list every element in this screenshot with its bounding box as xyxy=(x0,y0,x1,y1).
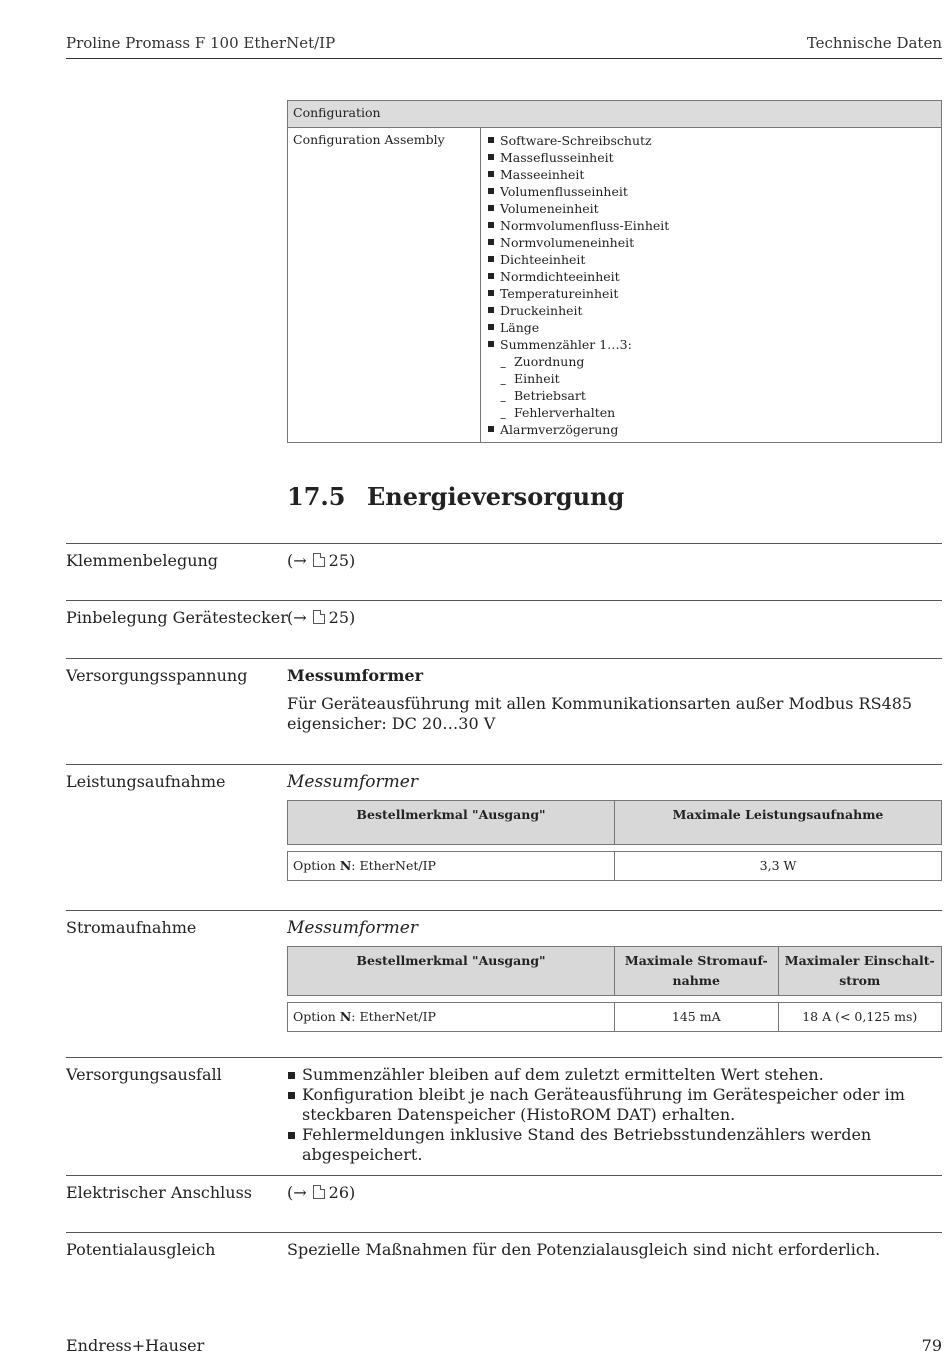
page-ref-link[interactable]: 25) xyxy=(328,608,356,627)
row-label: Versorgungsspannung xyxy=(66,666,248,685)
sublist-item: – Fehlerverhalten xyxy=(500,404,936,421)
supply-voltage-text: Für Geräteausführung mit allen Kommunikationsarten außer Modbus RS485 eigensicher: DC 20…30 V xyxy=(287,694,913,733)
list-item: Normvolumenfluss-Einheit xyxy=(486,217,936,234)
row-label: Leistungsaufnahme xyxy=(66,772,226,791)
page-ref-icon xyxy=(313,553,325,567)
row-label: Versorgungsausfall xyxy=(66,1065,222,1084)
header-chapter: Technische Daten xyxy=(806,34,942,52)
config-heading: Configuration xyxy=(288,101,942,128)
subsection-title: Messumformer xyxy=(287,772,418,792)
row-value xyxy=(287,608,942,628)
row-versorgungsspannung xyxy=(66,658,942,733)
list-item: Summenzähler 1…3: xyxy=(486,336,936,353)
ref-arrow: (→ xyxy=(287,1183,307,1202)
row-label: Elektrischer Anschluss xyxy=(66,1183,253,1202)
list-item: Länge xyxy=(486,319,936,336)
table-header: Maximale Stromauf- nahme xyxy=(615,947,779,996)
row-klemmenbelegung xyxy=(66,543,942,570)
config-key: Configuration Assembly xyxy=(288,128,481,443)
page-header xyxy=(66,34,942,59)
page-ref-link[interactable]: 26) xyxy=(328,1183,356,1202)
table-header: Bestellmerkmal "Ausgang" xyxy=(288,801,615,845)
list-item: Summenzähler bleiben auf dem zuletzt ermittelten Wert stehen. xyxy=(287,1065,942,1085)
row-value xyxy=(287,551,942,571)
row-value xyxy=(287,666,942,734)
row-stromaufnahme xyxy=(66,910,942,1024)
page-ref-link[interactable]: 25) xyxy=(328,551,356,570)
row-value xyxy=(287,918,942,1032)
row-elektrischer-anschluss xyxy=(66,1175,942,1202)
list-item: Alarmverzögerung xyxy=(486,421,936,438)
power-table xyxy=(287,800,942,881)
list-item: Dichteeinheit xyxy=(486,251,936,268)
list-item: Volumenflusseinheit xyxy=(486,183,936,200)
list-item: Druckeinheit xyxy=(486,302,936,319)
table-cell: Option N: EtherNet/IP xyxy=(288,1003,615,1032)
row-value xyxy=(287,772,942,881)
row-label: Klemmenbelegung xyxy=(66,551,219,570)
page-ref-icon xyxy=(313,610,325,624)
power-failure-list xyxy=(287,1065,942,1165)
row-value: Spezielle Maßnahmen für den Potenzialausgleich sind nicht erforderlich. xyxy=(287,1240,881,1259)
list-item: Software-Schreibschutz xyxy=(486,132,936,149)
section-title: Energieversorgung xyxy=(367,482,625,511)
row-value xyxy=(287,1065,942,1165)
list-item: Masseeinheit xyxy=(486,166,936,183)
row-label: Pinbelegung Gerätestecker xyxy=(66,608,288,627)
sublist-item: – Betriebsart xyxy=(500,387,936,404)
table-cell: 145 mA xyxy=(615,1003,779,1032)
list-item: Volumeneinheit xyxy=(486,200,936,217)
list-item: Temperatureinheit xyxy=(486,285,936,302)
footer-company: Endress+Hauser xyxy=(66,1336,205,1355)
list-item: Fehlermeldungen inklusive Stand des Betriebsstundenzählers werden abgespeichert. xyxy=(287,1125,942,1165)
table-cell: 18 A (< 0,125 ms) xyxy=(778,1003,942,1032)
section-number: 17.5 xyxy=(287,482,346,511)
list-item: Konfiguration bleibt je nach Geräteausführung im Gerätespeicher oder im steckbaren Datenspeicher (HistoROM DAT) erhalten. xyxy=(287,1085,942,1125)
page-ref-icon xyxy=(313,1185,325,1199)
table-header: Maximale Leistungsaufnahme xyxy=(615,801,942,845)
ref-arrow: (→ xyxy=(287,551,307,570)
config-list xyxy=(486,132,936,438)
row-versorgungsausfall xyxy=(66,1057,942,1164)
subsection-title: Messumformer xyxy=(287,666,423,685)
header-product: Proline Promass F 100 EtherNet/IP xyxy=(66,34,336,52)
configuration-table xyxy=(287,100,942,443)
row-label: Stromaufnahme xyxy=(66,918,197,937)
row-label: Potentialausgleich xyxy=(66,1240,216,1259)
config-sublist xyxy=(500,353,936,421)
list-item: Normvolumeneinheit xyxy=(486,234,936,251)
table-cell: 3,3 W xyxy=(615,852,942,881)
ref-arrow: (→ xyxy=(287,608,307,627)
list-item: Normdichteeinheit xyxy=(486,268,936,285)
row-leistungsaufnahme xyxy=(66,764,942,873)
subsection-title: Messumformer xyxy=(287,918,418,938)
row-value xyxy=(287,1183,942,1203)
page-number: 79 xyxy=(921,1336,942,1355)
table-cell: Option N: EtherNet/IP xyxy=(288,852,615,881)
sublist-item: – Zuordnung xyxy=(500,353,936,370)
row-potentialausgleich xyxy=(66,1232,942,1259)
current-table xyxy=(287,946,942,1032)
list-item: Masseflusseinheit xyxy=(486,149,936,166)
sublist-container xyxy=(486,353,936,421)
sublist-item: – Einheit xyxy=(500,370,936,387)
config-values xyxy=(481,128,942,443)
table-header: Bestellmerkmal "Ausgang" xyxy=(288,947,615,996)
table-header: Maximaler Einschalt- strom xyxy=(778,947,942,996)
row-pinbelegung xyxy=(66,600,942,627)
section-heading xyxy=(287,482,624,511)
